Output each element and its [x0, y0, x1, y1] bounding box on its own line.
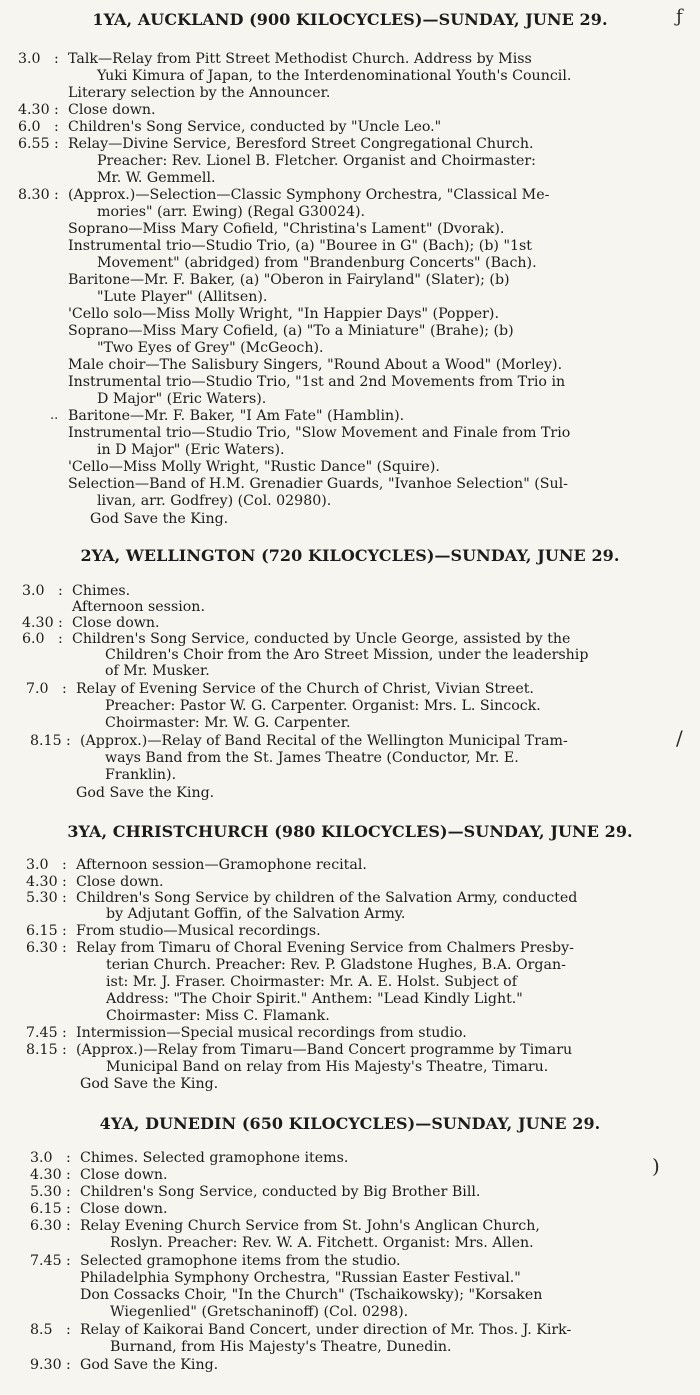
section-heading-1ya: 1YA, AUCKLAND (900 KILOCYCLES)—SUNDAY, JUNE 29. [92, 10, 608, 29]
newspaper-page: 1YA, AUCKLAND (900 KILOCYCLES)—SUNDAY, JUNE 29. ƒ 3.0 : Talk—Relay from Pitt Street Methodist Church. Address by Miss Yuki Kimura of Japan, to the Interdenominational Youth's Council. Literary selection by the Announcer. 4.30 : Close down. 6.0 : Children's Song Service, conducted by "Uncle Leo." 6.55 : Relay—Divine Service, Beresford Street Congregational Church. Preacher: Rev. Lionel B. Fletcher. Organist and Choirmaster: Mr. W. Gemmell. 8.30 : (Approx.)—Selection—Classic Symphony Orchestra, "Classical Me- mories" (arr. Ewing) (Regal G30024). Soprano—Miss Mary Cofield, "Christina's Lament" (Dvorak). Instrumental trio—Studio Trio, (a) "Bouree in G" (Bach); (b) "1st Movement" (abridged) from "Brandenburg Concerts" (Bach). Baritone—Mr. F. Baker, (a) "Oberon in Fairyland" (Slater); (b) "Lute Player" (Allitsen). 'Cello solo—Miss Molly Wright, "In Happier Days" (Popper). Soprano—Miss Mary Cofield, (a) "To a Miniature" (Brahe); (b) "Two Eyes of Grey" (McGeoch). Male choir—The Salisbury Singers, "Round About a Wood" (Morley). Instrumental trio—Studio Trio, "1st and 2nd Movements from Trio in D Major" (Eric Waters). .. Baritone—Mr. F. Baker, "I Am Fate" (Hamblin). Instrumental trio—Studio Trio, "Slow Movement and Finale from Trio in D Major" (Eric Waters). 'Cello—Miss Molly Wright, "Rustic Dance" (Squire). Selection—Band of H.M. Grenadier Guards, "Ivanhoe Selection" (Sul- livan, arr. Godfrey) (Col. 02980). God Save the King. 2YA, WELLINGTON (720 KILOCYCLES)—SUNDAY, JUNE 29. 3.0 : Chimes. Afternoon session. 4.30 : Close down. 6.0 : Children's Song Service, conducted by Uncle George, assisted by the Children's Choir from the Aro Street Mission, under the leadership of Mr. Musker. 7.0 : Relay of Evening Service of the Church of Christ, Vivian Street. Preacher: Pastor W. G. Carpenter. Organist: Mrs. L. Sincock. Choirmaster: Mr. W. G. Carpenter. 8.15 : (Approx.)—Relay of Band Recital of the Wellington Municipal Tram- / ways Band from the St. James Theatre (Conductor, Mr. E. Franklin). God Save the King. 3YA, CHRISTCHURCH (980 KILOCYCLES)—SUNDAY, JUNE 29. 3.0 : Afternoon session—Gramophone recital. 4.30 : Close down. 5.30 : Children's Song Service by children of the Salvation Army, conducted by Adjutant Goffin, of the Salvation Army. 6.15 : From studio—Musical recordings. 6.30 : Relay from Timaru of Choral Evening Service from Chalmers Presby- terian Church. Preacher: Rev. P. Gladstone Hughes, B.A. Organ- ist: Mr. J. Fraser. Choirmaster: Mr. A. E. Holst. Subject of Address: "The Choir Spirit." Anthem: "Lead Kindly Light." Choirmaster: Miss C. Flamank. 7.45 : Intermission—Special musical recordings from studio. 8.15 : (Approx.)—Relay from Timaru—Band Concert programme by Timaru Municipal Band on relay from His Majesty's Theatre, Timaru. God Save the King. 4YA, DUNEDIN (650 KILOCYCLES)—SUNDAY, JUNE 29. ) 3.0 : Chimes. Selected gramophone items. 4.30 : Close down. 5.30 : Children's Song Service, conducted by Big Brother Bill. 6.15 : Close down. 6.30 : Relay Evening Church Service from St. John's Anglican Church, Roslyn. Preacher: Rev. W. A. Fitchett. Organist: Mrs. Allen. 7.45 : Selected gramophone items from the studio. Philadelphia Symphony Orchestra, "Russian Easter Festival." Don Cossacks Choir, "In the Church" (Tschaikowsky); "Korsaken Wiegenlied" (Gretschaninoff) (Col. 0298). 8.5 : Relay of Kaikorai Band Concert, under direction of Mr. Thos. J. Kirk- Burnand, from His Majesty's Theatre, Dunedin. 9.30 : God Save the King. [0, 0, 700, 1395]
margin-bracket-icon: ) [652, 1154, 660, 1178]
margin-mark-icon: ƒ [676, 6, 683, 27]
margin-slash-icon: / [676, 726, 683, 750]
section-heading-2ya: 2YA, WELLINGTON (720 KILOCYCLES)—SUNDAY, JUNE 29. [80, 546, 620, 565]
margin-dots-icon: .. [50, 408, 59, 423]
section-heading-3ya: 3YA, CHRISTCHURCH (980 KILOCYCLES)—SUNDAY, JUNE 29. [67, 822, 633, 841]
section-heading-4ya: 4YA, DUNEDIN (650 KILOCYCLES)—SUNDAY, JUNE 29. [99, 1114, 601, 1133]
